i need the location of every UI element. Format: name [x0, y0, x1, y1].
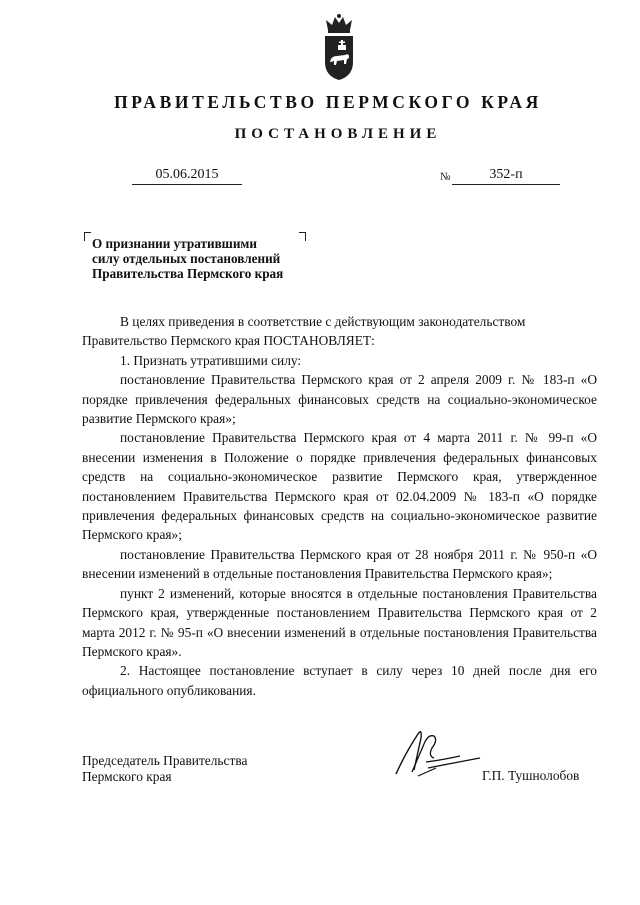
- signatory-position-line: Пермского края: [82, 769, 172, 784]
- subject-line: Правительства Пермского края: [92, 266, 284, 281]
- handwritten-signature-icon: [388, 712, 488, 782]
- subject-line: О признании утратившими: [92, 236, 257, 251]
- body-paragraph: постановление Правительства Пермского края от 28 ноября 2011 г. № 950-п «О внесении изменений в отдельные постановления Правительства Пермского края»;: [82, 546, 597, 582]
- subject-line: силу отдельных постановлений: [92, 251, 281, 266]
- subject-corner-left: [84, 232, 91, 241]
- body-paragraph: 2. Настоящее постановление вступает в силу через 10 дней после дня его официального опубликования.: [82, 663, 597, 698]
- body-paragraph: постановление Правительства Пермского края от 4 марта 2011 г. № 99-п «О внесении изменения в Положение о порядке привлечения федеральных финансовых средств на социально-экономическое развитие Пермского края, утвержденное постановлением Правительства Пермского края от 02.04.2009 № 183-п «О порядке привлечения федеральных финансовых средств на социально-экономическое развитие Пермского края»;: [82, 430, 597, 543]
- body-paragraph: В целях приведения в соответствие с действующим законодательством: [120, 314, 526, 329]
- signatory-name: Г.П. Тушнолобов: [482, 768, 580, 783]
- body-paragraph: пункт 2 изменений, которые вносятся в отдельные постановления Правительства Пермского края, утвержденные постановлением Правительства Пермского края от 2 марта 2012 г. № 95-п «О внесении изменений в отдельные постановления Правительства Пермского края».: [82, 585, 597, 659]
- body-paragraph: постановление Правительства Пермского края от 2 апреля 2009 г. № 183-п «О порядке привлечения федеральных финансовых средств на социально-экономическое развитие Пермского края»;: [82, 372, 597, 427]
- document-body: [82, 312, 597, 700]
- body-paragraph: 1. Признать утратившими силу:: [120, 352, 302, 368]
- document-subject: [92, 236, 332, 281]
- body-paragraph: Правительство Пермского края ПОСТАНОВЛЯЕТ:: [82, 333, 375, 349]
- document-type: ПОСТАНОВЛЕНИЕ: [234, 126, 442, 142]
- organization-title: ПРАВИТЕЛЬСТВО ПЕРМСКОГО КРАЯ: [114, 92, 542, 112]
- document-date: 05.06.2015: [132, 167, 242, 185]
- number-label: №: [440, 171, 451, 183]
- signatory-position-line: Председатель Правительства: [82, 753, 248, 768]
- document-number: 352-п: [452, 167, 560, 185]
- perm-krai-coat-of-arms-icon: [319, 12, 359, 82]
- signatory-position: [82, 753, 247, 785]
